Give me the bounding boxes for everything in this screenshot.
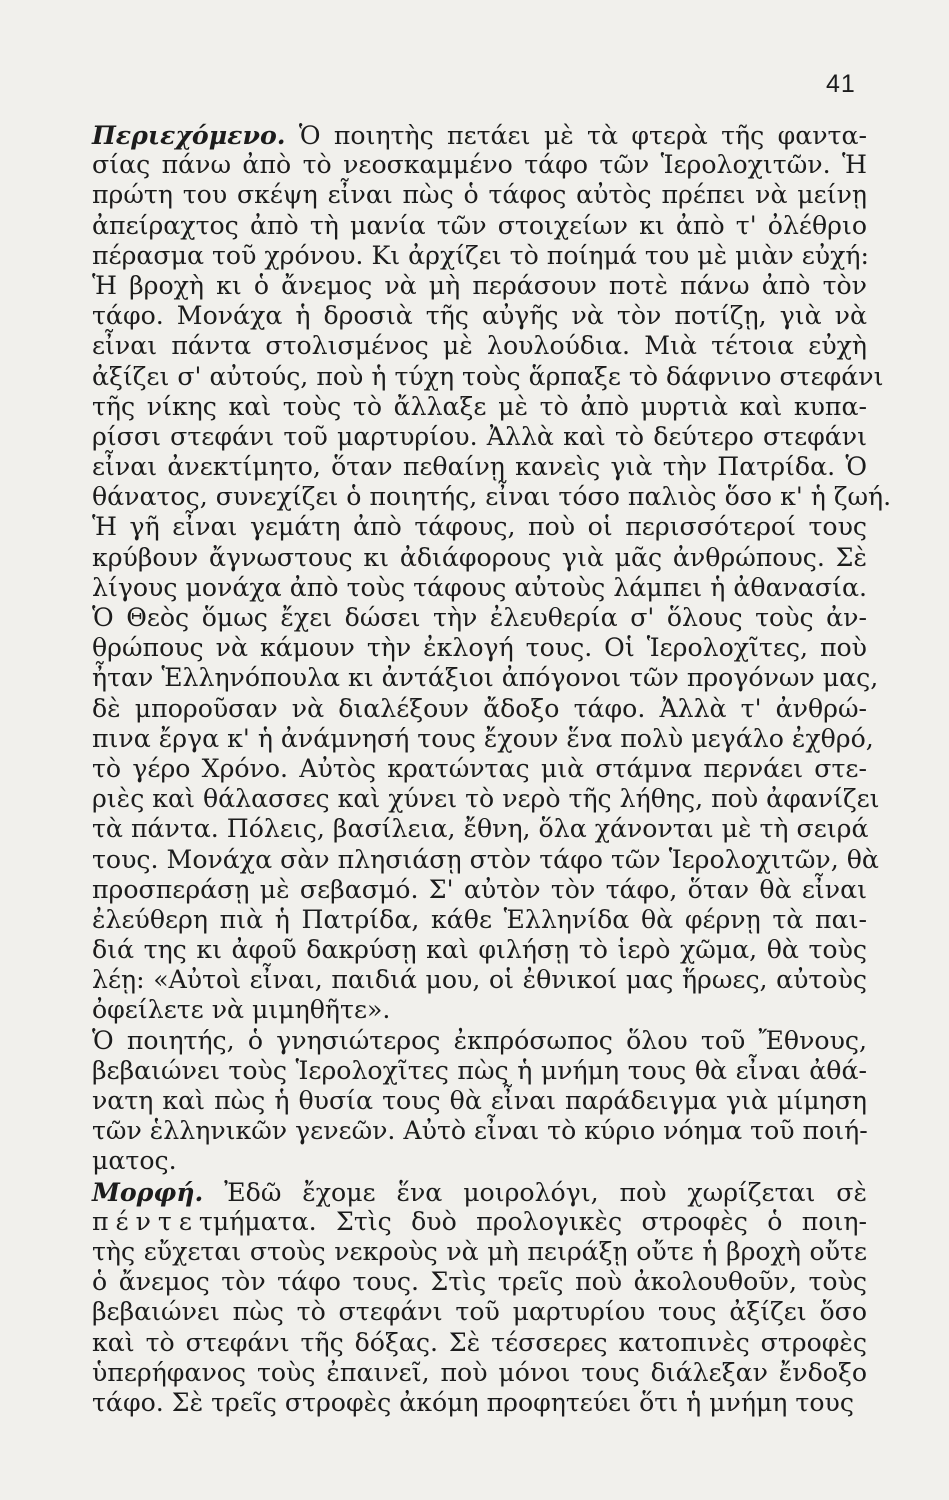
text-line: βεβαιώνει τοὺς Ἱερολοχῖτες πὼς ἡ μνήμη τους θὰ εἶναι ἀθά- [92,1055,867,1085]
text-line: εἶναι ἀνεκτίμητο, ὅταν πεθαίνῃ κανεὶς γιὰ τὴν Πατρίδα. Ὁ [92,452,867,482]
page-number: 41 [826,70,856,98]
text-line: δὲ μποροῦσαν νὰ διαλέξουν ἄδοξο τάφο. Ἀλλὰ τ' ἀνθρώ- [92,693,867,723]
text-line: ὀφείλετε νὰ μιμηθῆτε». [92,995,391,1025]
text-line: τὰ πάντα. Πόλεις, βασίλεια, ἔθνη, ὅλα χάνονται μὲ τὴ σειρά [92,814,869,844]
text-line: Ἡ βροχὴ κι ὁ ἄνεμος νὰ μὴ περάσουν ποτὲ πάνω ἀπὸ τὸν [92,270,867,300]
line-text: Ὁ ποιητὴς πετάει μὲ τὰ φτερὰ τῆς φαντα- [285,121,867,150]
text-line: καὶ τὸ στεφάνι τῆς δόξας. Σὲ τέσσερες κατοπινὲς στροφὲς [92,1327,867,1357]
text-line: τῆς νίκης καὶ τοὺς τὸ ἄλλαξε μὲ τὸ ἀπὸ μυρτιὰ καὶ κυπα- [92,391,867,421]
text-line: λίγους μονάχα ἀπὸ τοὺς τάφους αὐτοὺς λάμπει ἡ ἀθανασία. [92,572,867,602]
text-line: πρώτη του σκέψη εἶναι πὼς ὁ τάφος αὐτὸς πρέπει νὰ μείνῃ [92,180,867,210]
text-line: Ὁ ποιητής, ὁ γνησιώτερος ἐκπρόσωπος ὅλου τοῦ Ἔθνους, [92,1025,867,1055]
text-line: θάνατος, συνεχίζει ὁ ποιητής, εἶναι τόσο παλιὸς ὅσο κ' ἡ ζωή. [92,482,892,512]
text-line: διά της κι ἀφοῦ δακρύσῃ καὶ φιλήσῃ τὸ ἱερὸ χῶμα, θὰ τοὺς [92,935,867,965]
text-line: ἀπείραχτος ἀπὸ τὴ μανία τῶν στοιχείων κι ἀπὸ τ' ὀλέθριο [92,210,867,240]
text-line: τὸ γέρο Χρόνο. Αὐτὸς κρατώντας μιὰ στάμνα περνάει στε- [92,753,867,783]
text-line: βεβαιώνει πὼς τὸ στεφάνι τοῦ μαρτυρίου τους ἀξίζει ὅσο [92,1297,867,1327]
text-line: ὑπερήφανος τοὺς ἐπαινεῖ, ποὺ μόνοι τους διάλεξαν ἔνδοξο [92,1357,867,1387]
text-line: πέρασμα τοῦ χρόνου. Κι ἀρχίζει τὸ ποίημά του μὲ μιὰν εὐχή: [92,240,869,270]
section-lead: Περιεχόμενο. [92,120,286,150]
line-text: Ἐδῶ ἔχομε ἕνα μοιρολόγι, ποὺ χωρίζεται σὲ [203,1177,867,1207]
text-line: τους. Μονάχα σὰν πλησιάσῃ στὸν τάφο τῶν Ἱερολοχιτῶν, θὰ [92,844,879,874]
text-line: τάφο. Σὲ τρεῖς στροφὲς ἀκόμη προφητεύει ὅτι ἡ μνήμη τους [92,1387,854,1417]
text-line: τάφο. Μονάχα ἡ δροσιὰ τῆς αὐγῆς νὰ τὸν ποτίζῃ, γιὰ νὰ [92,301,867,331]
paragraph-content [92,120,892,1026]
text-line [92,1177,867,1207]
text-line: ὁ ἄνεμος τὸν τάφο τους. Στὶς τρεῖς ποὺ ἀκολουθοῦν, τοὺς [92,1267,867,1297]
text-line: ματος. [92,1146,177,1176]
text-line [92,120,867,150]
text-line: κρύβουν ἄγνωστους κι ἀδιάφορους γιὰ μᾶς ἀνθρώπους. Σὲ [92,542,867,572]
text-line: Ὁ Θεὸς ὅμως ἔχει δώσει τὴν ἐλευθερία σ' ὅλους τοὺς ἀν- [92,603,867,632]
text-line: λέῃ: «Αὐτοὶ εἶναι, παιδιά μου, οἱ ἐθνικοί μας ἥρωες, αὐτοὺς [92,965,867,995]
line-text: τμήματα. Στὶς δυὸ προλογικὲς στροφὲς ὁ ποιη- [198,1206,867,1236]
section-lead: Μορφή. [92,1176,204,1207]
text-line: ἦταν Ἑλληνόπουλα κι ἀντάξιοι ἀπόγονοι τῶν προγόνων μας, [92,663,879,693]
text-line: νατη καὶ πὼς ἡ θυσία τους θὰ εἶναι παράδειγμα γιὰ μίμηση [92,1086,867,1115]
text-line: τῶν ἑλληνικῶν γενεῶν. Αὐτὸ εἶναι τὸ κύριο νόημα τοῦ ποιή- [92,1116,868,1146]
text-line: τὴς εὔχεται στοὺς νεκροὺς νὰ μὴ πειράξῃ οὔτε ἡ βροχὴ οὔτε [92,1236,867,1266]
text-line: ρίσσι στεφάνι τοῦ μαρτυρίου. Ἀλλὰ καὶ τὸ δεύτερο στεφάνι [92,421,867,451]
text-line: θρώπους νὰ κάμουν τὴν ἐκλογή τους. Οἱ Ἱερολοχῖτες, ποὺ [92,633,867,663]
body-text [92,120,892,1418]
text-line: ριὲς καὶ θάλασσες καὶ χύνει τὸ νερὸ τῆς λήθης, ποὺ ἀφανίζει [92,784,880,814]
paragraph-form [92,1177,867,1419]
text-line: προσπεράσῃ μὲ σεβασμό. Σ' αὐτὸν τὸν τάφο, ὅταν θὰ εἶναι [92,874,867,904]
spaced-word: πέντε [92,1206,199,1236]
text-line: εἶναι πάντα στολισμένος μὲ λουλούδια. Μιὰ τέτοια εὐχὴ [92,331,867,361]
text-line: πινα ἔργα κ' ἡ ἀνάμνησή τους ἔχουν ἕνα πολὺ μεγάλο ἐχθρό, [92,723,874,753]
text-line: ἀξίζει σ' αὐτούς, ποὺ ἡ τύχη τοὺς ἅρπαξε τὸ δάφνινο στεφάνι [92,361,884,391]
text-line [92,1207,867,1237]
text-line: σίας πάνω ἀπὸ τὸ νεοσκαμμένο τάφο τῶν Ἱερολοχιτῶν. Ἡ [92,150,867,180]
paragraph-meaning [92,1026,867,1177]
text-line: Ἡ γῆ εἶναι γεμάτη ἀπὸ τάφους, ποὺ οἱ περισσότεροί τους [92,512,867,542]
text-line: ἐλεύθερη πιὰ ἡ Πατρίδα, κάθε Ἑλληνίδα θὰ φέρνῃ τὰ παι- [92,904,867,934]
